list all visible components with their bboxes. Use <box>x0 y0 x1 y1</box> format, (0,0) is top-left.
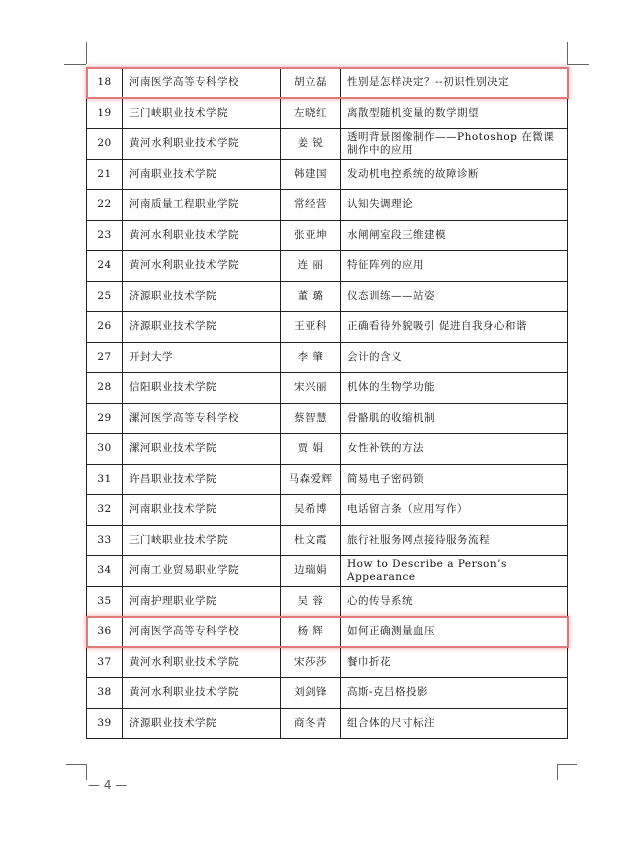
person-name: 李 肇 <box>281 342 341 373</box>
person-name: 姜 锐 <box>281 129 341 160</box>
course-title: 离散型随机变量的数学期望 <box>341 98 568 129</box>
person-name: 董 璐 <box>281 281 341 312</box>
row-number: 25 <box>87 281 123 312</box>
school-name: 黄河水利职业技术学院 <box>123 678 281 709</box>
school-name: 河南医学高等专科学校 <box>123 617 281 648</box>
person-name: 韩建国 <box>281 159 341 190</box>
course-title: 水闸闸室段三维建模 <box>341 220 568 251</box>
person-name: 杨 辉 <box>281 617 341 648</box>
row-number: 29 <box>87 403 123 434</box>
person-name: 蔡智慧 <box>281 403 341 434</box>
row-number: 24 <box>87 251 123 282</box>
crop-mark-bottom-left-horizontal <box>66 764 86 765</box>
table-row <box>87 312 568 343</box>
row-number: 23 <box>87 220 123 251</box>
school-name: 信阳职业技术学院 <box>123 373 281 404</box>
school-name: 河南医学高等专科学校 <box>123 68 281 99</box>
table-row <box>87 586 568 617</box>
table-row <box>87 190 568 221</box>
page-number: — 4 — <box>88 778 128 792</box>
table-row <box>87 434 568 465</box>
school-name: 河南护理职业学院 <box>123 586 281 617</box>
crop-mark-bottom-right-vertical <box>557 764 558 780</box>
course-title: 高斯-克吕格投影 <box>341 678 568 709</box>
table-row <box>87 98 568 129</box>
school-name: 黄河水利职业技术学院 <box>123 251 281 282</box>
table-row <box>87 495 568 526</box>
table-row <box>87 678 568 709</box>
school-name: 黄河水利职业技术学院 <box>123 647 281 678</box>
school-name: 河南职业技术学院 <box>123 495 281 526</box>
crop-mark-bottom-left-vertical <box>86 764 87 780</box>
row-number: 39 <box>87 708 123 739</box>
course-title: 透明背景图像制作——Photoshop 在微课制作中的应用 <box>341 129 568 160</box>
course-title: 组合体的尺寸标注 <box>341 708 568 739</box>
school-name: 三门峡职业技术学院 <box>123 525 281 556</box>
course-title: 正确看待外貌吸引 促进自我身心和谐 <box>341 312 568 343</box>
person-name: 王亚科 <box>281 312 341 343</box>
course-title: 性别是怎样决定？--初识性别决定 <box>341 68 568 99</box>
person-name: 贾 娟 <box>281 434 341 465</box>
person-name: 刘剑锋 <box>281 678 341 709</box>
person-name: 胡立磊 <box>281 68 341 99</box>
row-number: 32 <box>87 495 123 526</box>
row-number: 28 <box>87 373 123 404</box>
course-title: 骨骼肌的收缩机制 <box>341 403 568 434</box>
school-name: 河南质量工程职业学院 <box>123 190 281 221</box>
table-row <box>87 708 568 739</box>
row-number: 34 <box>87 556 123 587</box>
person-name: 杜文霞 <box>281 525 341 556</box>
row-number: 31 <box>87 464 123 495</box>
person-name: 张亚坤 <box>281 220 341 251</box>
course-title: 特征阵列的应用 <box>341 251 568 282</box>
person-name: 商冬青 <box>281 708 341 739</box>
course-title: 发动机电控系统的故障诊断 <box>341 159 568 190</box>
course-title: 心的传导系统 <box>341 586 568 617</box>
table-body <box>87 68 568 739</box>
table-row <box>87 373 568 404</box>
table-row <box>87 647 568 678</box>
row-number: 33 <box>87 525 123 556</box>
course-title: 仪态训练——站姿 <box>341 281 568 312</box>
person-name: 边瑞娟 <box>281 556 341 587</box>
table-row <box>87 129 568 160</box>
course-title: 认知失调理论 <box>341 190 568 221</box>
person-name: 连 丽 <box>281 251 341 282</box>
school-name: 河南工业贸易职业学院 <box>123 556 281 587</box>
crop-mark-top-left-horizontal <box>64 64 86 65</box>
table-row <box>87 556 568 587</box>
person-name: 马森爱辉 <box>281 464 341 495</box>
crop-mark-top-left-vertical <box>86 42 87 64</box>
school-name: 河南职业技术学院 <box>123 159 281 190</box>
school-name: 济源职业技术学院 <box>123 312 281 343</box>
table-row <box>87 251 568 282</box>
crop-mark-top-right-vertical <box>567 42 568 64</box>
course-title: 机体的生物学功能 <box>341 373 568 404</box>
course-title: 简易电子密码锁 <box>341 464 568 495</box>
course-title: 餐巾折花 <box>341 647 568 678</box>
person-name: 吴 蓉 <box>281 586 341 617</box>
school-name: 开封大学 <box>123 342 281 373</box>
row-number: 26 <box>87 312 123 343</box>
crop-mark-bottom-right-horizontal <box>557 764 577 765</box>
row-number: 38 <box>87 678 123 709</box>
table-row <box>87 403 568 434</box>
row-number: 27 <box>87 342 123 373</box>
table-row <box>87 525 568 556</box>
table-row-highlighted <box>87 617 568 648</box>
course-title: How to Describe a Person’s Appearance <box>341 556 568 587</box>
school-name: 漯河职业技术学院 <box>123 434 281 465</box>
row-number: 18 <box>87 68 123 99</box>
school-name: 三门峡职业技术学院 <box>123 98 281 129</box>
table-row <box>87 464 568 495</box>
row-number: 20 <box>87 129 123 160</box>
person-name: 宋兴丽 <box>281 373 341 404</box>
crop-mark-top-right-horizontal <box>567 64 589 65</box>
row-number: 37 <box>87 647 123 678</box>
row-number: 36 <box>87 617 123 648</box>
school-name: 黄河水利职业技术学院 <box>123 129 281 160</box>
course-title: 电话留言条（应用写作） <box>341 495 568 526</box>
school-name: 黄河水利职业技术学院 <box>123 220 281 251</box>
course-title: 旅行社服务网点接待服务流程 <box>341 525 568 556</box>
course-title: 会计的含义 <box>341 342 568 373</box>
table-row <box>87 281 568 312</box>
table-row <box>87 342 568 373</box>
person-name: 左晓红 <box>281 98 341 129</box>
school-name: 济源职业技术学院 <box>123 281 281 312</box>
course-title: 如何正确测量血压 <box>341 617 568 648</box>
school-name: 许昌职业技术学院 <box>123 464 281 495</box>
person-name: 宋莎莎 <box>281 647 341 678</box>
row-number: 22 <box>87 190 123 221</box>
table-row <box>87 220 568 251</box>
school-name: 济源职业技术学院 <box>123 708 281 739</box>
school-name: 漯河医学高等专科学校 <box>123 403 281 434</box>
award-list-table <box>86 67 568 739</box>
row-number: 19 <box>87 98 123 129</box>
table-row-highlighted <box>87 68 568 99</box>
person-name: 吴希博 <box>281 495 341 526</box>
table-row <box>87 159 568 190</box>
course-title: 女性补铁的方法 <box>341 434 568 465</box>
row-number: 30 <box>87 434 123 465</box>
row-number: 35 <box>87 586 123 617</box>
row-number: 21 <box>87 159 123 190</box>
person-name: 常经营 <box>281 190 341 221</box>
